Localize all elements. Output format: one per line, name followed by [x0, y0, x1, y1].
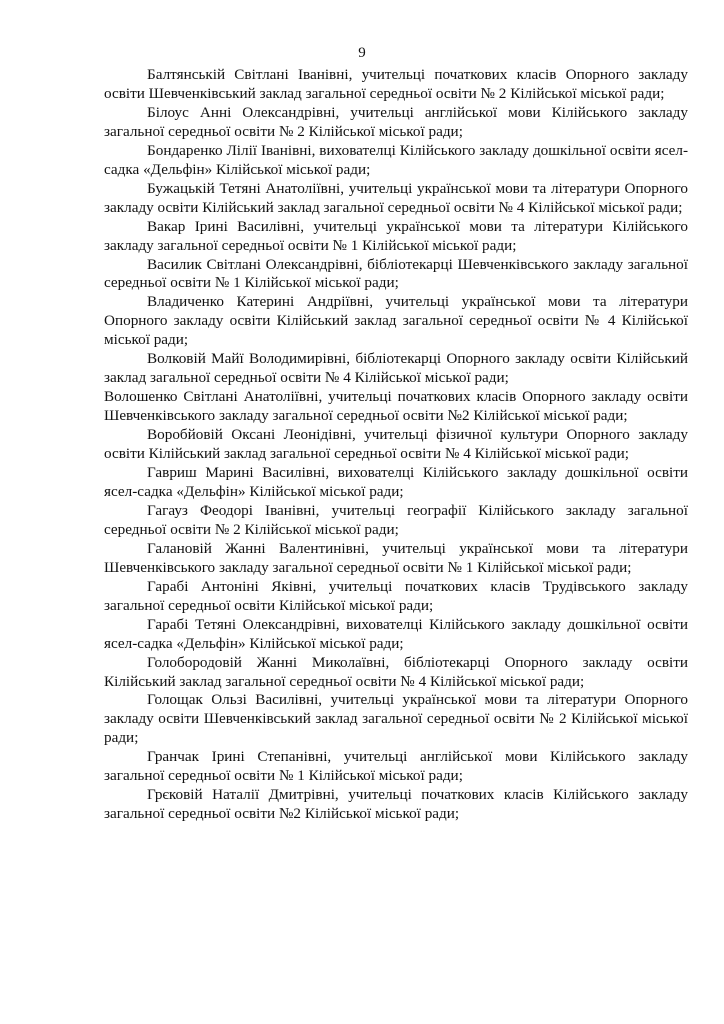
list-entry: Балтянській Світлані Іванівні, учительці початкових класів Опорного закладу освіти Шевченківський заклад загальної середньої освіти № 2 Кілійської міської ради; — [104, 66, 688, 102]
list-entry: Гранчак Ірині Степанівні, учительці англійської мови Кілійського закладу загальної середньої освіти № 1 Кілійської міської ради; — [104, 748, 688, 785]
list-entry: Гарабі Тетяні Олександрівні, вихователці Кілійського закладу дошкільної освіти ясел-садка «Дельфін» Кілійської міської ради; — [104, 615, 688, 652]
list-entry: Волошенко Світлані Анатоліївні, учительці початкових класів Опорного закладу освіти Шевченківського закладу загальної середньої освіти №2 Кілійської міської ради; — [104, 388, 688, 425]
list-entry: Владиченко Катерині Андріївні, учительці української мови та літератури Опорного закладу освіти Кілійський заклад загальної середньої освіти № 4 Кілійської міської ради; — [104, 293, 688, 349]
list-entry: Гавриш Марині Василівні, вихователці Кілійського закладу дошкільної освіти ясел-садка «Дельфін» Кілійської міської ради; — [104, 464, 688, 500]
list-entry: Бужацькій Тетяні Анатоліївні, учительці української мови та літератури Опорного закладу освіти Кілійський заклад загальної середньої освіти № 4 Кілійської міської ради; — [104, 179, 688, 216]
list-entry: Гарабі Антоніні Яківні, учительці початкових класів Трудівського закладу загальної середньої освіти Кілійської міської ради; — [104, 577, 688, 614]
list-entry: Василик Світлані Олександрівні, бібліотекарці Шевченківського закладу загальної середньої освіти № 1 Кілійської міської ради; — [104, 255, 688, 292]
award-list — [104, 66, 688, 824]
list-entry: Голобородовій Жанні Миколаївні, бібліотекарці Опорного закладу освіти Кілійський заклад загальної середньої освіти № 4 Кілійської міської ради; — [104, 653, 688, 690]
list-entry: Воробйовій Оксані Леонідівні, учительці фізичної культури Опорного закладу освіти Кілійський заклад загальної середньої освіти № 4 Кілійської міської ради; — [104, 426, 688, 463]
list-entry: Голощак Ользі Василівні, учительці української мови та літератури Опорного закладу освіти Шевченківський заклад загальної середньої освіти № 2 Кілійської міської ради; — [104, 691, 688, 747]
list-entry: Білоус Анні Олександрівні, учительці англійської мови Кілійського закладу загальної середньої освіти № 2 Кілійської міської ради; — [104, 103, 688, 140]
list-entry: Грєковій Наталії Дмитрівні, учительці початкових класів Кілійського закладу загальної середньої освіти №2 Кілійської міської ради; — [104, 786, 688, 823]
page-number: 9 — [358, 45, 366, 61]
list-entry: Вакар Ірині Василівні, учительці української мови та літератури Кілійського закладу загальної середньої освіти № 1 Кілійської міської ради; — [104, 217, 688, 254]
list-entry: Бондаренко Лілії Іванівні, вихователці Кілійського закладу дошкільної освіти ясел-садка «Дельфін» Кілійської міської ради; — [104, 141, 688, 178]
list-entry: Галановій Жанні Валентинівні, учительці української мови та літератури Шевченківського закладу загальної середньої освіти № 1 Кілійської міської ради; — [104, 539, 688, 576]
list-entry: Гагауз Феодорі Іванівні, учительці географії Кілійського закладу загальної середньої освіти № 2 Кілійської міської ради; — [104, 501, 688, 538]
list-entry: Волковій Майї Володимирівні, бібліотекарці Опорного закладу освіти Кілійський заклад загальної середньої освіти № 4 Кілійської міської ради; — [104, 350, 688, 387]
